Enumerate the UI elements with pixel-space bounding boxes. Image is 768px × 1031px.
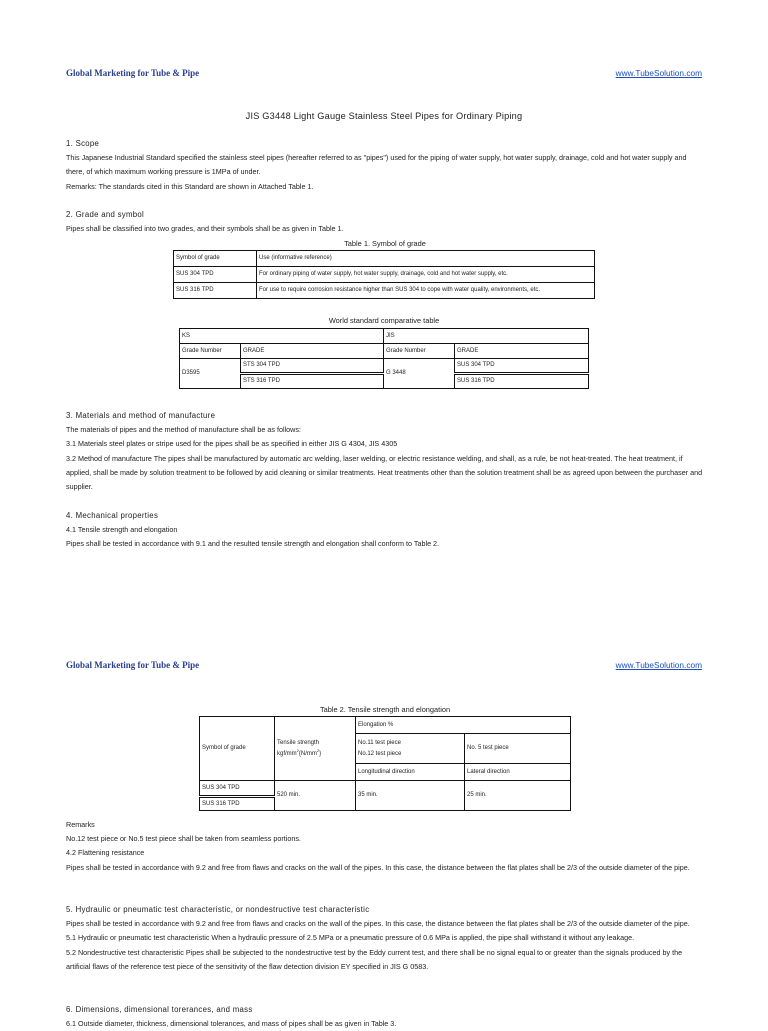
table-header-cell: Lateral direction: [465, 764, 571, 781]
paragraph: 5.2 Nondestructive test characteristic Pipes shall be subjected to the nondestructive test by the Eddy current test, and there shall be no signal equal to or greater than the signals produced by the artificial flaws of the reference test piece of the sensitivity of the flaw detection division EY specified in JIS G 0583.: [66, 947, 683, 971]
table1-symbol-of-grade: [173, 250, 595, 299]
section-heading: 2. Grade and symbol: [66, 210, 145, 219]
table-header-cell: KS: [180, 329, 384, 344]
tensile-label: Tensile strength: [277, 739, 320, 746]
section-heading: 4. Mechanical properties: [66, 511, 159, 520]
section-heading: 6. Dimensions, dimensional torerances, and mass: [66, 1005, 253, 1014]
table-cell: SUS 316 TPD: [455, 374, 589, 389]
paragraph: The materials of pipes and the method of manufacture shall be as follows:: [66, 425, 301, 435]
paragraph: Pipes shall be classified into two grades, and their symbols shall be as given in Table 1.: [66, 224, 344, 234]
section-remarks-flattening: [66, 818, 706, 875]
section-mechanical: [66, 509, 706, 552]
section-dimensions: [66, 1003, 706, 1031]
paragraph: No.12 test piece or No.5 test piece shall be taken from seamless portions.: [66, 834, 301, 844]
table-cell: 25 min.: [465, 781, 571, 811]
paragraph: Pipes shall be tested in accordance with 9.2 and free from flaws and cracks on the wall of the pipes. In this case, the distance between the flat plates shall be 2/3 of the outside diameter of the pipe.: [66, 919, 690, 929]
table-cell: 520 min.: [275, 781, 356, 811]
header-company: Global Marketing for Tube & Pipe: [66, 660, 200, 670]
world-table-caption: World standard comparative table: [328, 316, 440, 325]
table-cell: For use to require corrosion resistance higher than SUS 304 to cope with water quality, environments, etc.: [257, 283, 595, 299]
paragraph: 5.1 Hydraulic or pneumatic test characteristic When a hydraulic pressure of 2.5 MPa or a pneumatic pressure of 0.6 MPa is applied, the pipe shall withstand it without any leakage.: [66, 933, 635, 943]
paragraph: Pipes shall be tested in accordance with 9.1 and the resulted tensile strength and elongation shall conform to Table 2.: [66, 539, 440, 549]
table-cell: For ordinary piping of water supply, hot water supply, drainage, cold and hot water supply, etc.: [257, 267, 595, 283]
page-title: JIS G3448 Light Gauge Stainless Steel Pipes for Ordinary Piping: [245, 111, 523, 121]
table-cell: STS 316 TPD: [241, 374, 384, 389]
table-header-cell: Grade Number: [384, 344, 455, 359]
table-header-cell: Elongation %: [356, 717, 571, 734]
section-scope: [66, 137, 706, 194]
table-header-cell: Longitudinal direction: [356, 764, 465, 781]
table-header-cell: No. 5 test piece: [465, 734, 571, 764]
table-header-cell: JIS: [384, 329, 589, 344]
header-company: Global Marketing for Tube & Pipe: [66, 68, 200, 78]
table2-tensile-elongation: [199, 716, 571, 811]
paragraph: 3.1 Materials steel plates or stripe used for the pipes shall be as specified in either JIS G 4304, JIS 4305: [66, 439, 398, 449]
section-grade: [66, 208, 706, 236]
header-website-link[interactable]: www.TubeSolution.com: [615, 660, 702, 670]
table-cell: 35 min.: [356, 781, 465, 811]
table-header-cell: Use (informative reference): [257, 251, 595, 267]
table-header-cell: Symbol of grade: [200, 717, 275, 781]
table-cell: G 3448: [384, 359, 455, 389]
section-hydraulic: [66, 903, 706, 974]
table-cell: SUS 304 TPD: [174, 267, 257, 283]
paragraph: 6.1 Outside diameter, thickness, dimensional tolerances, and mass of pipes shall be as given in Table 3.: [66, 1019, 397, 1029]
paragraph: This Japanese Industrial Standard specified the stainless steel pipes (hereafter referred to as "pipes") used for the piping of water supply, hot water supply, drainage, cold and hot water supply and there, of which maximum working pressure is 1MPa of under.: [66, 153, 687, 177]
table-cell: SUS 304 TPD: [200, 781, 275, 797]
section-heading: 5. Hydraulic or pneumatic test characteristic, or nondestructive test characteristic: [66, 905, 370, 914]
table-cell: SUS 316 TPD: [174, 283, 257, 299]
table-header-cell-test-pieces: No.11 test piece No.12 test piece: [356, 734, 465, 764]
table-header-cell: Symbol of grade: [174, 251, 257, 267]
table-cell: SUS 304 TPD: [455, 359, 589, 374]
paragraph: Pipes shall be tested in accordance with 9.2 and free from flaws and cracks on the wall of the pipes. In this case, the distance between the flat plates shall be 2/3 of the outside diameter of the pipe.: [66, 862, 690, 872]
table-cell: D3595: [180, 359, 241, 389]
paragraph: 3.2 Method of manufacture The pipes shall be manufactured by automatic arc welding, laser welding, or electric resistance welding, and shall, as a rule, be not heat-treated. The heat treatment, if applied, shall be made by solution treatment to be followed by acid cleaning or similar treatments. Heat treatments other than the solution treatment shall be as agreed upon between the purchaser and supplier.: [66, 453, 703, 492]
paragraph: Remarks: The standards cited in this Standard are shown in Attached Table 1.: [66, 181, 314, 191]
paragraph: Remarks: [66, 820, 95, 829]
table-header-cell: Grade Number: [180, 344, 241, 359]
table-header-cell: GRADE: [455, 344, 589, 359]
section-heading: 1. Scope: [66, 139, 100, 148]
header-website-link[interactable]: www.TubeSolution.com: [615, 68, 702, 78]
table1-caption: Table 1. Symbol of grade: [344, 239, 426, 248]
paragraph: 4.1 Tensile strength and elongation: [66, 525, 178, 535]
world-standard-table: [179, 328, 589, 389]
table-cell: STS 304 TPD: [241, 359, 384, 374]
paragraph: 4.2 Flattening resistance: [66, 848, 145, 858]
table-header-cell: GRADE: [241, 344, 384, 359]
table-header-cell-tensile: [275, 717, 356, 781]
table2-caption: Table 2. Tensile strength and elongation: [319, 705, 451, 714]
tensile-unit: kgf/$mm^2\{N/mm^2\}$: [277, 747, 322, 757]
table-cell: SUS 316 TPD: [200, 797, 275, 811]
section-heading: 3. Materials and method of manufacture: [66, 411, 216, 420]
section-materials: [66, 409, 706, 494]
